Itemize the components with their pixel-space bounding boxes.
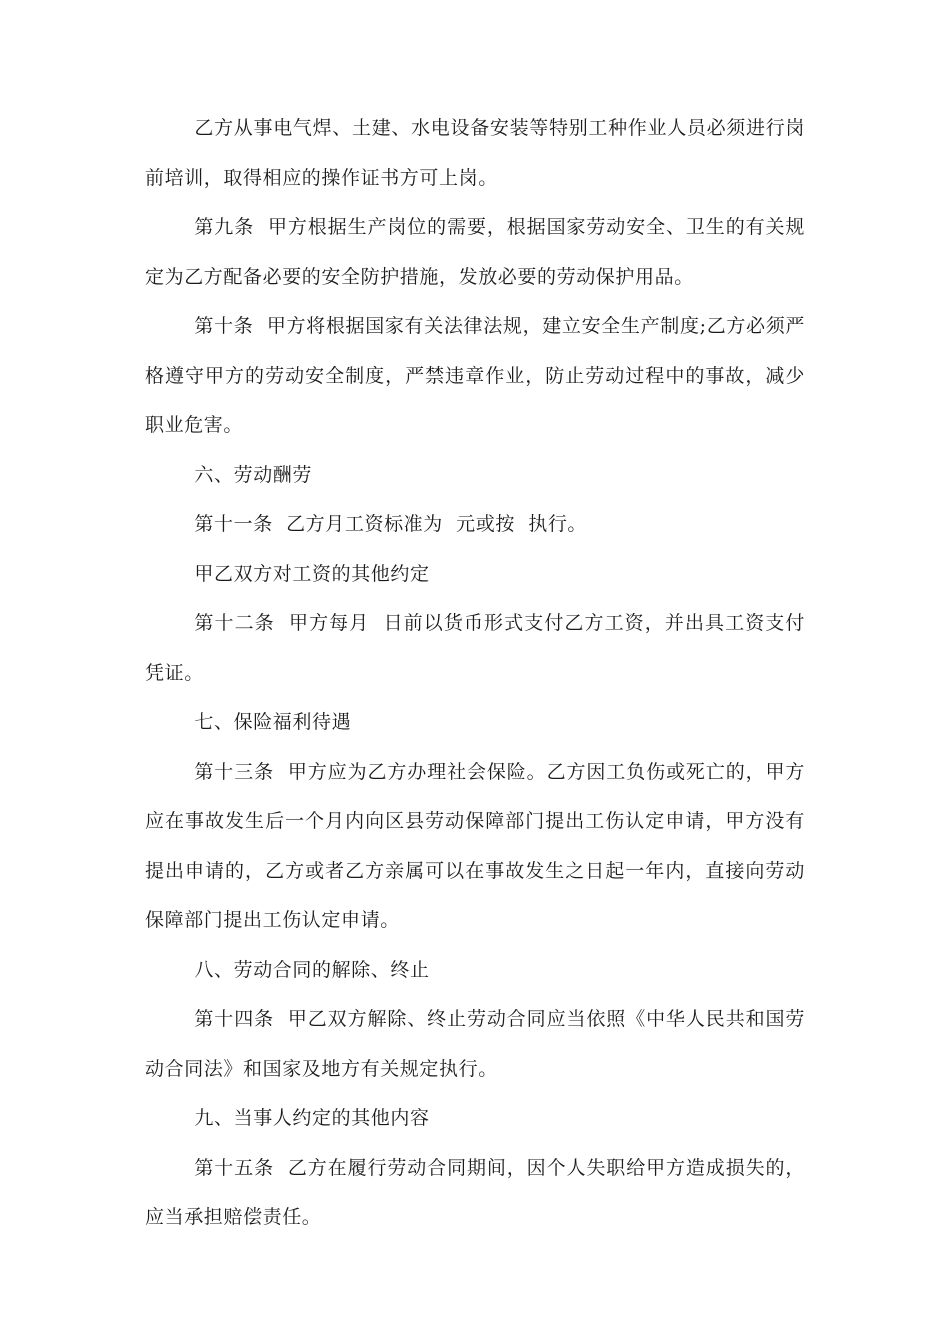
section-heading-other-content: 九、当事人约定的其他内容 <box>194 1107 430 1129</box>
section-heading-insurance: 七、保险福利待遇 <box>194 711 352 733</box>
paragraph-article-11: 第十一条 乙方月工资标准为 元或按 执行。 <box>194 513 588 535</box>
paragraph-article-14: 第十四条 甲乙双方解除、终止劳动合同应当依照《中华人民共和国劳动合同法》和国家及地方有关规定执行。 <box>145 1008 805 1080</box>
paragraph-article-12: 第十二条 甲方每月 日前以货币形式支付乙方工资，并出具工资支付凭证。 <box>145 612 805 684</box>
paragraph-article-10: 第十条 甲方将根据国家有关法律法规，建立安全生产制度;乙方必须严格遵守甲方的劳动安全制度，严禁违章作业，防止劳动过程中的事故，减少职业危害。 <box>145 315 805 436</box>
paragraph-article-9: 第九条 甲方根据生产岗位的需要，根据国家劳动安全、卫生的有关规定为乙方配备必要的安全防护措施，发放必要的劳动保护用品。 <box>145 216 805 288</box>
section-heading-remuneration: 六、劳动酬劳 <box>194 463 312 486</box>
paragraph-other-wage-agreement: 甲乙双方对工资的其他约定 <box>194 562 430 585</box>
paragraph-special-training: 乙方从事电气焊、土建、水电设备安装等特别工种作业人员必须进行岗前培训，取得相应的操作证书方可上岗。 <box>145 117 805 189</box>
document-body <box>145 104 805 1243</box>
section-heading-termination: 八、劳动合同的解除、终止 <box>194 958 430 981</box>
paragraph-article-13: 第十三条 甲方应为乙方办理社会保险。乙方因工负伤或死亡的，甲方应在事故发生后一个月内向区县劳动保障部门提出工伤认定申请，甲方没有提出申请的，乙方或者乙方亲属可以在事故发生之日起一年内，直接向劳动保障部门提出工伤认定申请。 <box>145 760 805 931</box>
paragraph-article-15: 第十五条 乙方在履行劳动合同期间，因个人失职给甲方造成损失的，应当承担赔偿责任。 <box>145 1156 805 1228</box>
